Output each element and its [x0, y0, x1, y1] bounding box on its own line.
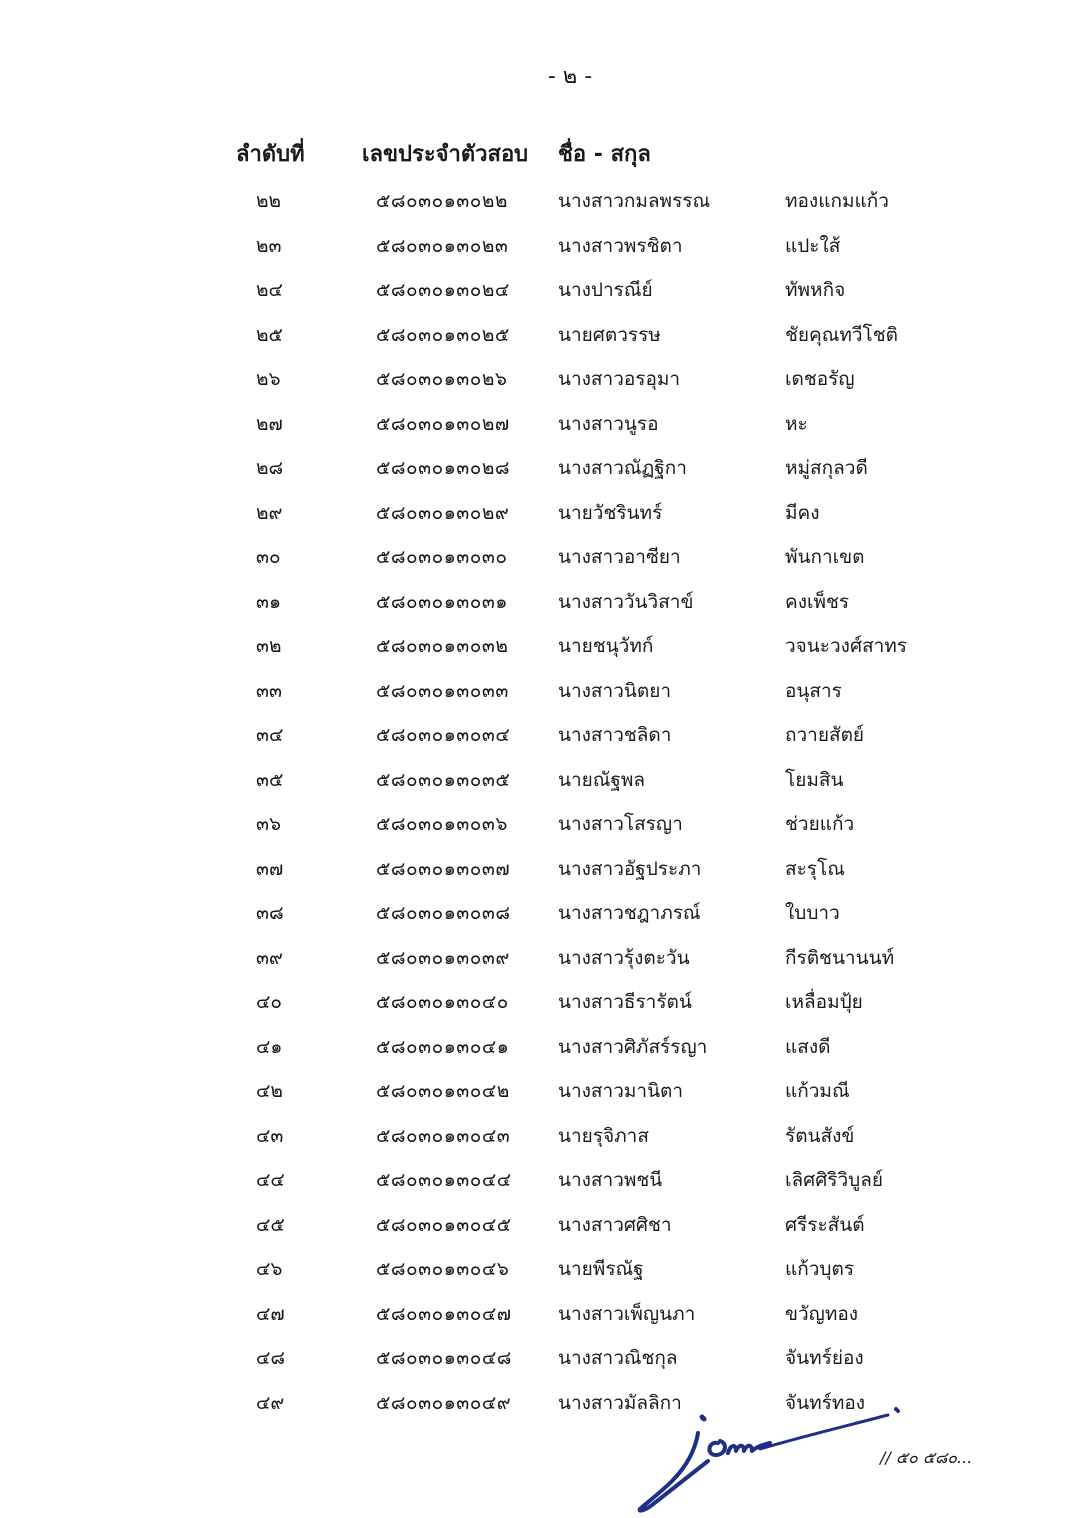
row-last-name: มีคง [785, 501, 820, 524]
row-exam-id: ๕๘๐๓๐๑๓๐๒๔ [376, 279, 510, 301]
row-last-name: ถวายสัตย์ [785, 724, 865, 746]
continuation-note: // ๕๐ ๕๘๐... [880, 1448, 973, 1467]
row-exam-id: ๕๘๐๓๐๑๓๐๔๓ [376, 1124, 511, 1147]
row-number: ๔๑ [256, 1035, 283, 1058]
row-exam-id: ๕๘๐๓๐๑๓๐๒๗ [376, 412, 510, 435]
row-exam-id: ๕๘๐๓๐๑๓๐๒๓ [376, 234, 509, 257]
row-first-name: นายศตวรรษ [558, 323, 661, 346]
row-number: ๔๖ [256, 1258, 283, 1280]
row-number: ๔๓ [256, 1124, 284, 1147]
row-exam-id: ๕๘๐๓๐๑๓๐๔๔ [376, 1169, 512, 1191]
row-last-name: แก้วมณี [785, 1080, 850, 1102]
row-last-name: อนุสาร [785, 679, 842, 702]
row-last-name: ทัพหกิจ [785, 279, 846, 301]
row-number: ๓๒ [256, 635, 282, 657]
row-last-name: พันกาเขต [785, 546, 865, 568]
row-last-name: จันทร์ทอง [785, 1391, 866, 1414]
row-exam-id: ๕๘๐๓๐๑๓๐๒๘ [376, 457, 511, 479]
table-row [0, 1022, 1080, 1067]
table-row [0, 221, 1080, 266]
table-row [0, 799, 1080, 844]
row-last-name: โยมสิน [785, 768, 844, 791]
row-first-name: นางสาวณิชกุล [558, 1347, 678, 1369]
row-first-name: นางสาวโสรญา [558, 813, 683, 835]
table-row [0, 1066, 1080, 1111]
row-first-name: นางสาวธีรารัตน์ [558, 991, 692, 1013]
table-row [0, 1333, 1080, 1378]
table-row [0, 888, 1080, 933]
table-row [0, 488, 1080, 533]
row-first-name: นางสาวเพ็ญนภา [558, 1302, 696, 1325]
row-last-name: ใบบาว [785, 902, 840, 924]
row-last-name: ชัยคุณทวีโชติ [785, 323, 898, 346]
row-exam-id: ๕๘๐๓๐๑๓๐๓๔ [376, 724, 511, 746]
row-last-name: รัตนสังข์ [785, 1124, 855, 1147]
row-first-name: นางสาวมานิตา [558, 1080, 684, 1102]
row-exam-id: ๕๘๐๓๐๑๓๐๒๖ [376, 368, 508, 390]
row-number: ๔๘ [256, 1347, 286, 1369]
header-name: ชื่อ - สกุล [558, 142, 651, 167]
table-row [0, 1289, 1080, 1334]
row-number: ๒๕ [256, 323, 283, 346]
table-row [0, 844, 1080, 889]
row-last-name: แปะใส้ [785, 234, 841, 257]
table-body [0, 176, 1080, 1422]
row-number: ๓๐ [256, 546, 281, 568]
row-number: ๒๔ [256, 279, 283, 301]
table-row [0, 1111, 1080, 1156]
row-number: ๓๘ [256, 902, 284, 924]
row-exam-id: ๕๘๐๓๐๑๓๐๔๖ [376, 1258, 510, 1280]
row-exam-id: ๕๘๐๓๐๑๓๐๓๕ [376, 768, 511, 791]
row-last-name: ศรีระสันต์ [785, 1213, 865, 1236]
row-number: ๔๐ [256, 991, 282, 1013]
row-first-name: นางสาวชฎาภรณ์ [558, 902, 701, 924]
table-row [0, 933, 1080, 978]
row-exam-id: ๕๘๐๓๐๑๓๐๓๐ [376, 546, 508, 568]
row-exam-id: ๕๘๐๓๐๑๓๐๓๙ [376, 946, 510, 969]
row-first-name: นางสาวณัฏฐิกา [558, 457, 687, 479]
table-row [0, 176, 1080, 221]
table-row [0, 354, 1080, 399]
row-first-name: นางสาวมัลลิกา [558, 1391, 682, 1414]
row-number: ๓๔ [256, 724, 284, 746]
row-first-name: นางสาวศิภัสร์รญา [558, 1035, 708, 1058]
row-exam-id: ๕๘๐๓๐๑๓๐๒๒ [376, 190, 508, 212]
row-first-name: นางสาวอาซียา [558, 546, 681, 568]
row-last-name: ช่วยแก้ว [785, 813, 855, 835]
row-exam-id: ๕๘๐๓๐๑๓๐๒๕ [376, 323, 510, 346]
table-row [0, 265, 1080, 310]
row-last-name: เลิศศิริวิบูลย์ [785, 1169, 883, 1191]
row-exam-id: ๕๘๐๓๐๑๓๐๓๗ [376, 857, 511, 880]
table-row [0, 977, 1080, 1022]
row-exam-id: ๕๘๐๓๐๑๓๐๓๒ [376, 635, 509, 657]
header-exam-id: เลขประจำตัวสอบ [362, 142, 529, 167]
candidate-table [0, 128, 1080, 1422]
row-number: ๓๗ [256, 857, 284, 880]
row-first-name: นายพีรณัฐ [558, 1258, 644, 1280]
signature-icon [630, 1405, 920, 1515]
row-last-name: สะรุโณ [785, 857, 845, 880]
header-no: ลำดับที่ [236, 142, 305, 167]
table-row [0, 710, 1080, 755]
row-number: ๔๔ [256, 1169, 285, 1191]
row-first-name: นางสาวกมลพรรณ [558, 190, 711, 212]
table-row [0, 1200, 1080, 1245]
row-number: ๔๙ [256, 1391, 285, 1414]
row-first-name: นางสาวพชนี [558, 1169, 663, 1191]
row-first-name: นายรุจิภาส [558, 1124, 649, 1147]
row-number: ๓๓ [256, 679, 282, 702]
row-first-name: นายวัชรินทร์ [558, 501, 663, 524]
page-number: - ๒ - [547, 64, 593, 89]
row-first-name: นางสาวอรอุมา [558, 368, 681, 390]
row-last-name: กีรติชนานนท์ [785, 946, 895, 969]
row-first-name: นางปารณีย์ [558, 279, 653, 301]
table-row [0, 399, 1080, 444]
row-exam-id: ๕๘๐๓๐๑๓๐๓๓ [376, 679, 509, 702]
row-first-name: นางสาวอัฐประภา [558, 857, 702, 880]
row-exam-id: ๕๘๐๓๐๑๓๐๔๙ [376, 1391, 512, 1414]
row-exam-id: ๕๘๐๓๐๑๓๐๔๒ [376, 1080, 510, 1102]
row-exam-id: ๕๘๐๓๐๑๓๐๓๖ [376, 813, 508, 835]
table-row [0, 1155, 1080, 1200]
table-row [0, 666, 1080, 711]
row-exam-id: ๕๘๐๓๐๑๓๐๒๙ [376, 501, 510, 524]
row-number: ๓๖ [256, 813, 282, 835]
row-exam-id: ๕๘๐๓๐๑๓๐๔๐ [376, 991, 509, 1013]
row-first-name: นางสาวศศิชา [558, 1213, 672, 1236]
row-exam-id: ๕๘๐๓๐๑๓๐๔๘ [376, 1347, 512, 1369]
table-row [0, 755, 1080, 800]
row-last-name: คงเพ็ชร [785, 590, 850, 613]
table-row [0, 577, 1080, 622]
row-first-name: นางสาวรุ้งตะวัน [558, 946, 690, 969]
row-last-name: เดชอรัญ [785, 368, 855, 390]
row-last-name: ขวัญทอง [785, 1302, 859, 1325]
row-number: ๒๗ [256, 412, 283, 435]
row-number: ๔๕ [256, 1213, 285, 1236]
row-exam-id: ๕๘๐๓๐๑๓๐๔๑ [376, 1035, 510, 1058]
table-row [0, 443, 1080, 488]
row-last-name: ทองแกมแก้ว [785, 190, 889, 212]
row-exam-id: ๕๘๐๓๐๑๓๐๔๕ [376, 1213, 512, 1236]
row-number: ๔๒ [256, 1080, 283, 1102]
row-number: ๓๙ [256, 946, 283, 969]
table-row [0, 310, 1080, 355]
row-first-name: นางสาววันวิสาข์ [558, 590, 694, 613]
row-first-name: นางสาวนิตยา [558, 679, 671, 702]
row-first-name: นายณัฐพล [558, 768, 646, 791]
row-number: ๒๖ [256, 368, 281, 390]
row-last-name: หมู่สกุลวดี [785, 457, 868, 479]
row-exam-id: ๕๘๐๓๐๑๓๐๓๑ [376, 590, 508, 613]
table-row [0, 1244, 1080, 1289]
row-number: ๒๙ [256, 501, 283, 524]
row-number: ๓๕ [256, 768, 284, 791]
row-last-name: เหลื่อมปุ้ย [785, 991, 863, 1013]
row-last-name: แสงดี [785, 1035, 831, 1058]
row-exam-id: ๕๘๐๓๐๑๓๐๔๗ [376, 1302, 512, 1325]
row-number: ๔๗ [256, 1302, 285, 1325]
row-last-name: แก้วบุตร [785, 1258, 855, 1280]
row-first-name: นางสาวนูรอ [558, 412, 659, 435]
row-first-name: นายชนุวัทก์ [558, 635, 654, 657]
row-first-name: นางสาวชลิดา [558, 724, 672, 746]
row-last-name: หะ [785, 412, 808, 435]
row-exam-id: ๕๘๐๓๐๑๓๐๓๘ [376, 902, 511, 924]
table-row [0, 532, 1080, 577]
row-number: ๒๘ [256, 457, 284, 479]
table-row [0, 621, 1080, 666]
row-number: ๒๒ [256, 190, 282, 212]
row-number: ๒๓ [256, 234, 282, 257]
row-last-name: จันทร์ย่อง [785, 1347, 864, 1369]
table-header [0, 128, 1080, 176]
row-first-name: นางสาวพรชิตา [558, 234, 683, 257]
row-number: ๓๑ [256, 590, 282, 613]
row-last-name: วจนะวงศ์สาทร [785, 635, 907, 657]
